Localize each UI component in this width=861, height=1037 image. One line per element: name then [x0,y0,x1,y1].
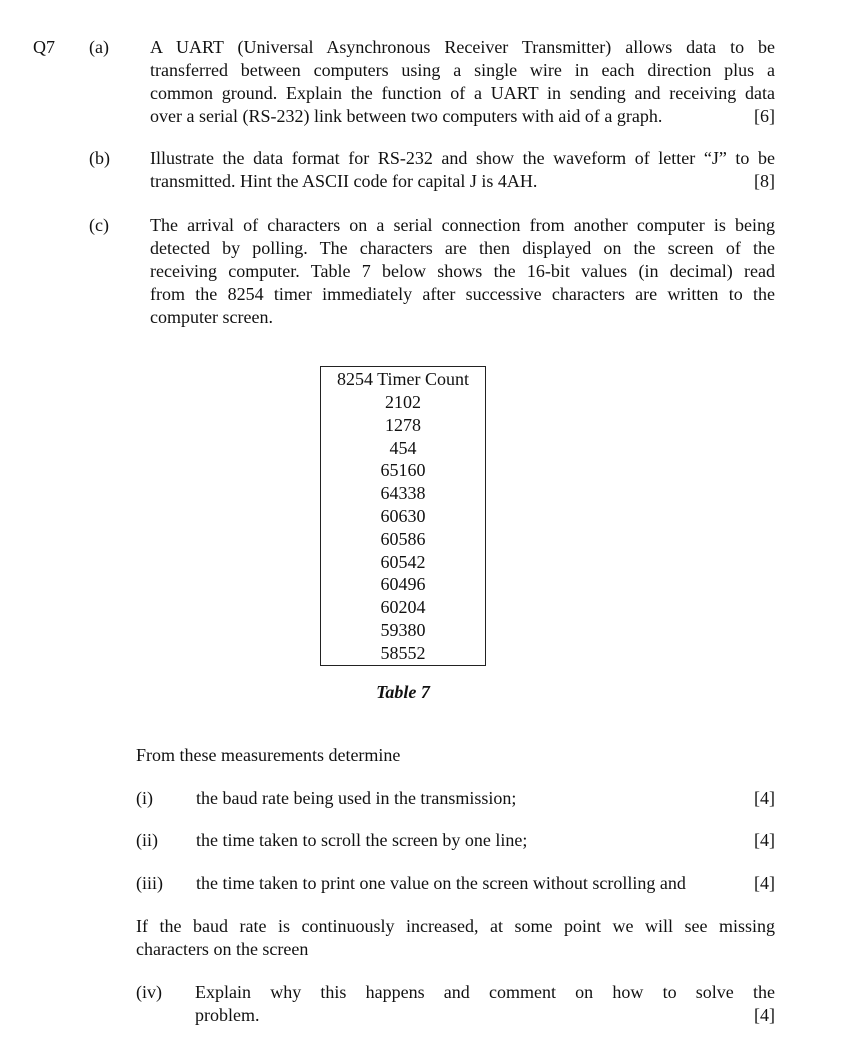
part-a-text [150,36,775,128]
table-cell: 58552 [380,642,426,663]
measurements-intro: From these measurements determine [136,745,401,765]
table-cell: 60542 [380,551,426,572]
part-b-label: (b) [89,148,110,168]
part-c-line-3: receiving computer. Table 7 below shows the 16-bit values (in decimal) read [150,261,775,281]
table-cell: 454 [389,437,417,458]
part-b-line-1: Illustrate the data format for RS-232 and show the waveform of letter “J” to be [150,148,775,168]
part-c-line-1: The arrival of characters on a serial connection from another computer is being [150,215,775,235]
baud-note-line-1: If the baud rate is continuously increased, at some point we will see missing [136,916,775,936]
part-a-line-4 [150,105,775,128]
table-cell: 65160 [380,460,426,481]
part-a-line-2: transferred between computers using a single wire in each direction plus a [150,60,775,80]
table-caption: Table 7 [376,682,430,702]
table-cell: 60496 [380,574,426,595]
part-iv-label: (iv) [136,982,162,1002]
subpart-ii-marks: [4] [754,830,775,850]
table-cell: 60204 [380,597,426,618]
part-c-line-2: detected by polling. The characters are then displayed on the screen of the [150,238,775,258]
subpart-iii-text: the time taken to print one value on the screen without scrolling and [196,873,686,893]
part-c-text [150,214,775,329]
part-iv-text [195,981,775,1027]
part-a-line-1: A UART (Universal Asynchronous Receiver Transmitter) allows data to be [150,37,775,57]
subpart-iii-marks: [4] [754,873,775,893]
part-b-line-2-text: transmitted. Hint the ASCII code for capital J is 4AH. [150,171,538,191]
part-b-text [150,147,775,193]
table-header: 8254 Timer Count [336,369,470,389]
timer-count-table [320,366,486,666]
table-cell: 1278 [385,414,421,435]
part-c-line-4: from the 8254 timer immediately after successive characters are written to the [150,284,775,304]
part-b-line-2 [150,170,775,193]
part-a-marks: [6] [754,106,775,126]
subpart-iii-label: (iii) [136,873,163,893]
part-b-marks: [8] [754,171,775,191]
part-a-label: (a) [89,37,109,57]
table-cell: 2102 [385,392,421,412]
subpart-ii-text: the time taken to scroll the screen by one line; [196,830,528,850]
part-iv-line-2 [195,1004,775,1027]
part-iv-line-1: Explain why this happens and comment on how to solve the [195,982,775,1002]
part-c-line-5: computer screen. [150,307,273,327]
table-cell: 59380 [380,619,426,640]
part-a-line-3: common ground. Explain the function of a UART in sending and receiving data [150,83,775,103]
part-c-label: (c) [89,215,109,235]
subpart-ii-label: (ii) [136,830,158,850]
part-iv-line-2-text: problem. [195,1005,260,1025]
baud-note-line-2: characters on the screen [136,939,309,959]
table-cell: 60586 [380,528,426,549]
baud-note [136,915,775,961]
part-a-last-line: over a serial (RS-232) link between two computers with aid of a graph. [150,106,663,126]
subpart-i-marks: [4] [754,788,775,808]
subpart-i-text: the baud rate being used in the transmission; [196,788,517,808]
table-cell: 60630 [380,505,426,526]
question-number: Q7 [33,37,55,57]
subpart-i-label: (i) [136,788,153,808]
part-iv-marks: [4] [754,1005,775,1025]
table-cell: 64338 [380,483,426,504]
